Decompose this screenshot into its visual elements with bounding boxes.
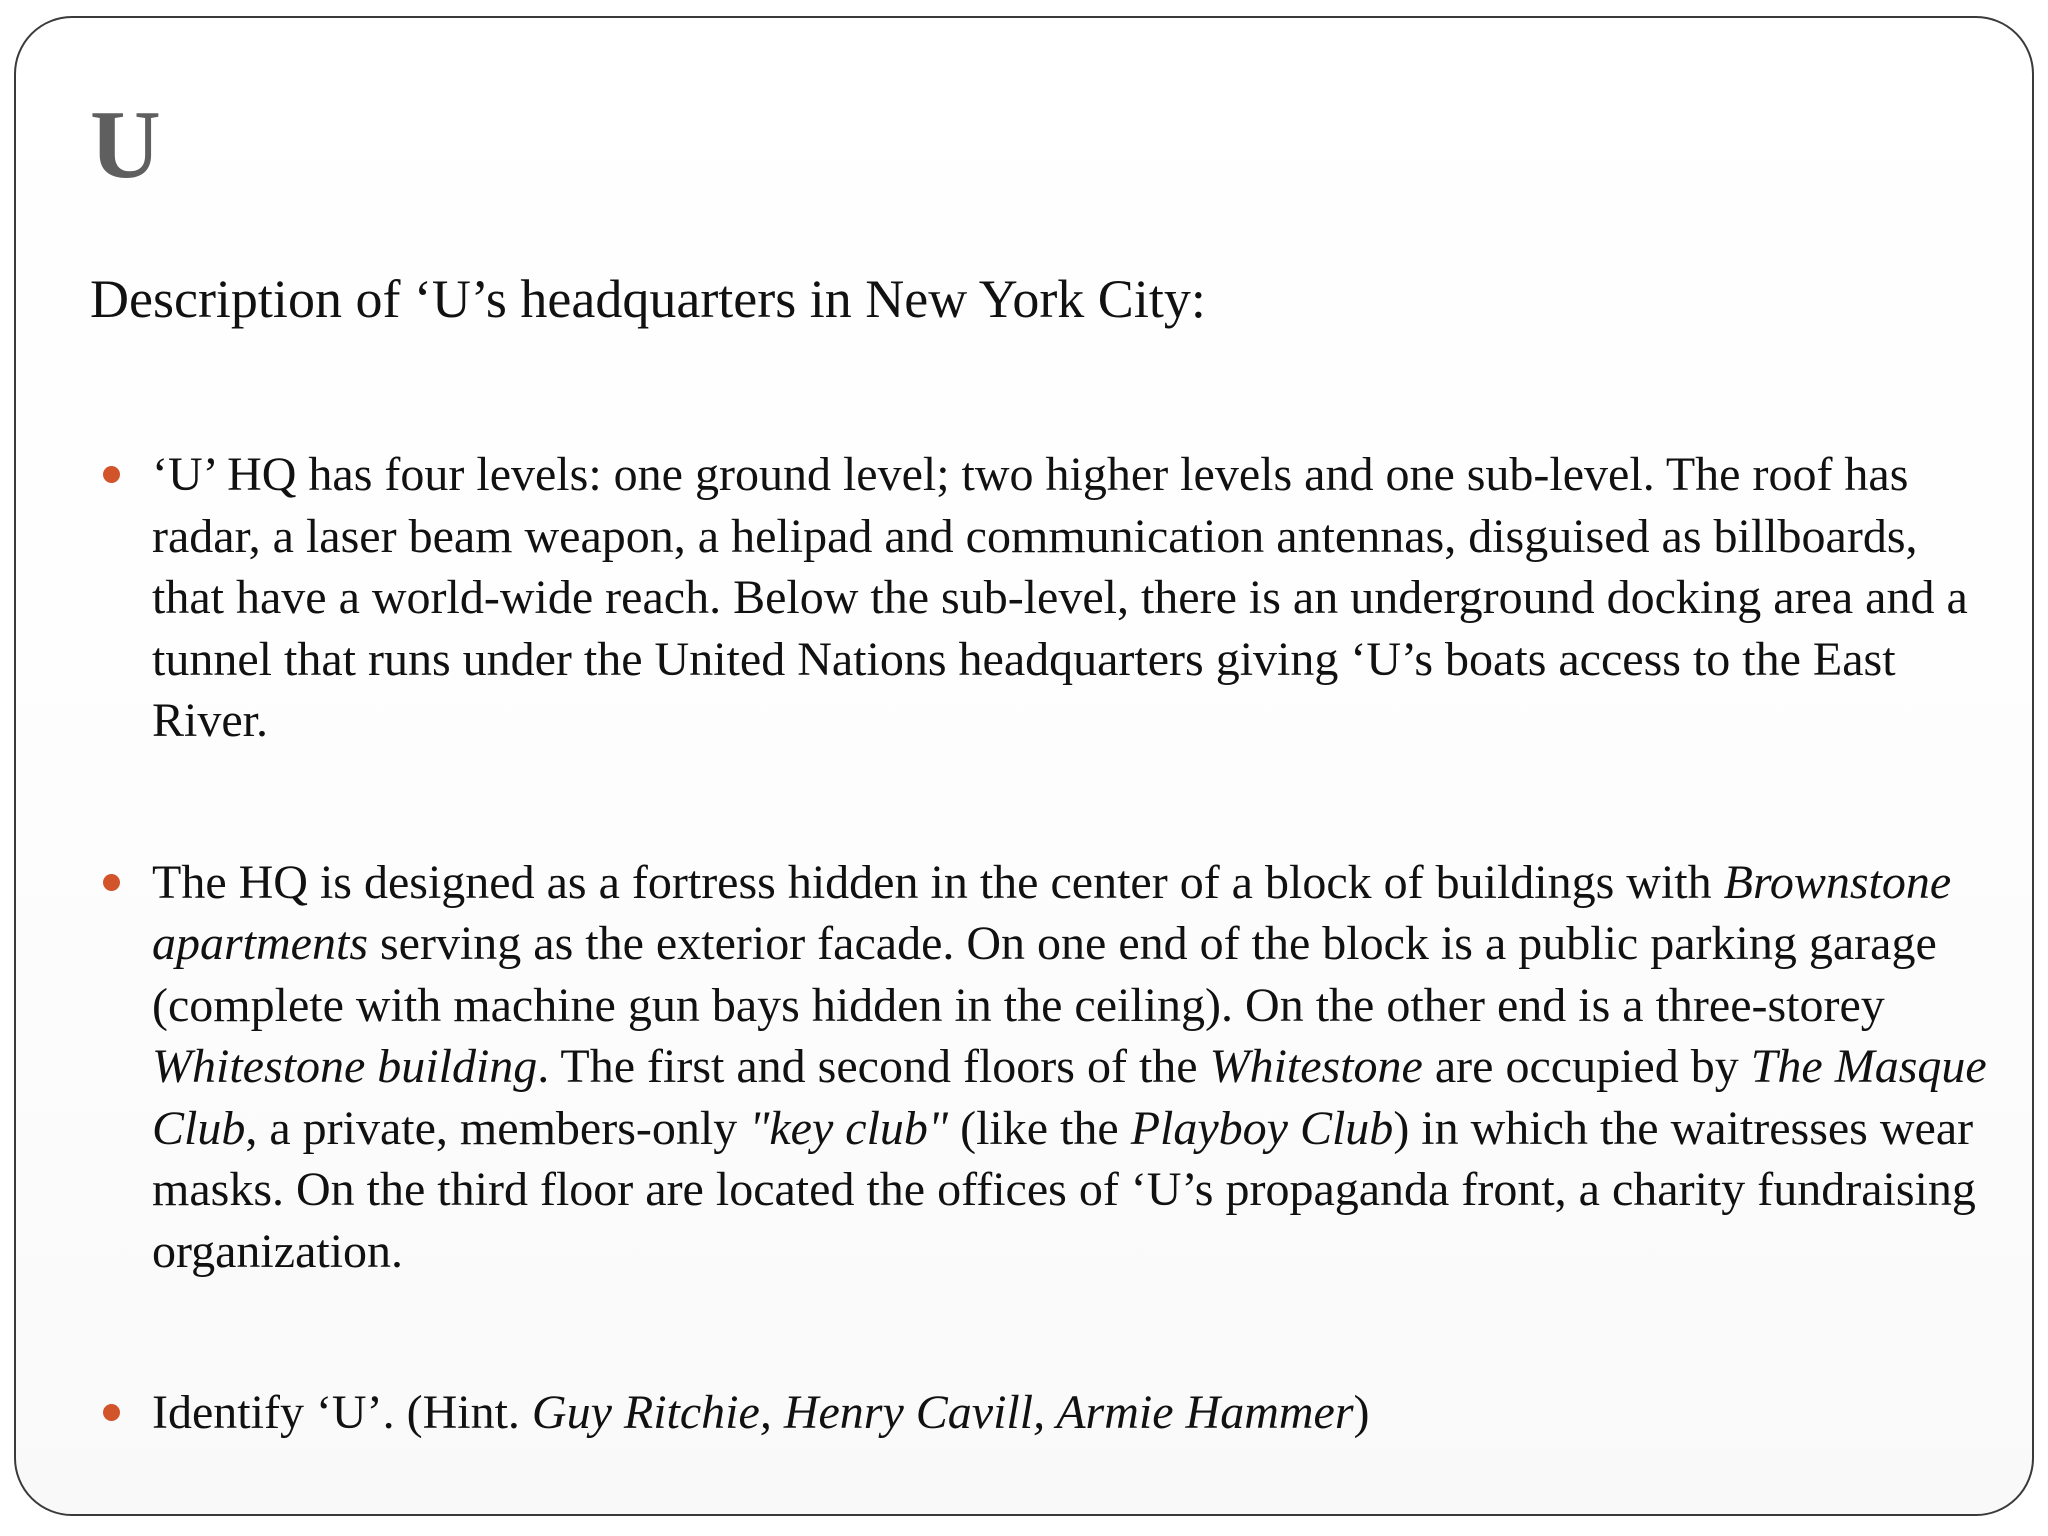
slide-subtitle: Description of ‘U’s headquarters in New York City: xyxy=(90,269,1206,329)
italic-run: Whitestone xyxy=(1209,1040,1423,1093)
text-run: The HQ is designed as a fortress hidden in the center of a block of buildings with xyxy=(152,855,1724,909)
text-run: Identify ‘U’. (Hint. xyxy=(152,1386,532,1439)
bullet-text xyxy=(152,852,1990,1283)
text-run: serving as the exterior facade. On one end of the block is a public parking garage (complete with machine gun bays hidden in the ceiling). On the other end is a three-storey xyxy=(152,917,1937,1032)
bullet-dot-icon xyxy=(103,874,120,891)
bullet-item-hq-levels xyxy=(90,444,1990,752)
bullet-item-identify xyxy=(90,1382,1990,1444)
text-run: ) in which the waitresses wear masks. On the third floor are located the offices of ‘U’s propaganda front, a charity fundraising organization. xyxy=(152,1101,1976,1278)
slide-title: U xyxy=(90,91,161,199)
slide xyxy=(14,16,2034,1516)
text-run: are occupied by xyxy=(1422,1040,1751,1093)
bullet-dot-icon xyxy=(103,1404,120,1421)
italic-run: Brownstone apartments xyxy=(152,855,1952,970)
italic-run: Playboy Club xyxy=(1130,1101,1394,1155)
text-run: . The first and second floors of the xyxy=(537,1040,1210,1093)
italic-run: Guy Ritchie, Henry Cavill, Armie Hammer xyxy=(531,1386,1354,1439)
bullet-item-fortress xyxy=(90,852,1990,1283)
bullet-list xyxy=(90,444,1990,1444)
bullet-text: ‘U’ HQ has four levels: one ground level; two higher levels and one sub-level. The roof has radar, a laser beam weapon, a helipad and communication antennas, disguised as billboards, that have a world-wide reach. Below the sub-level, there is an underground docking area and a tunnel that runs under the United Nations headquarters giving ‘U’s boats access to the East River. xyxy=(152,448,1968,747)
italic-run: "key club" xyxy=(749,1101,949,1155)
text-run: ) xyxy=(1353,1386,1370,1439)
text-run: , a private, members-only xyxy=(245,1101,750,1155)
bullet-text xyxy=(152,1382,1990,1444)
text-run: (like the xyxy=(948,1101,1131,1155)
italic-run: Whitestone building xyxy=(152,1040,538,1093)
bullet-dot-icon xyxy=(103,466,120,483)
italic-run: The Masque Club xyxy=(152,1040,1987,1155)
